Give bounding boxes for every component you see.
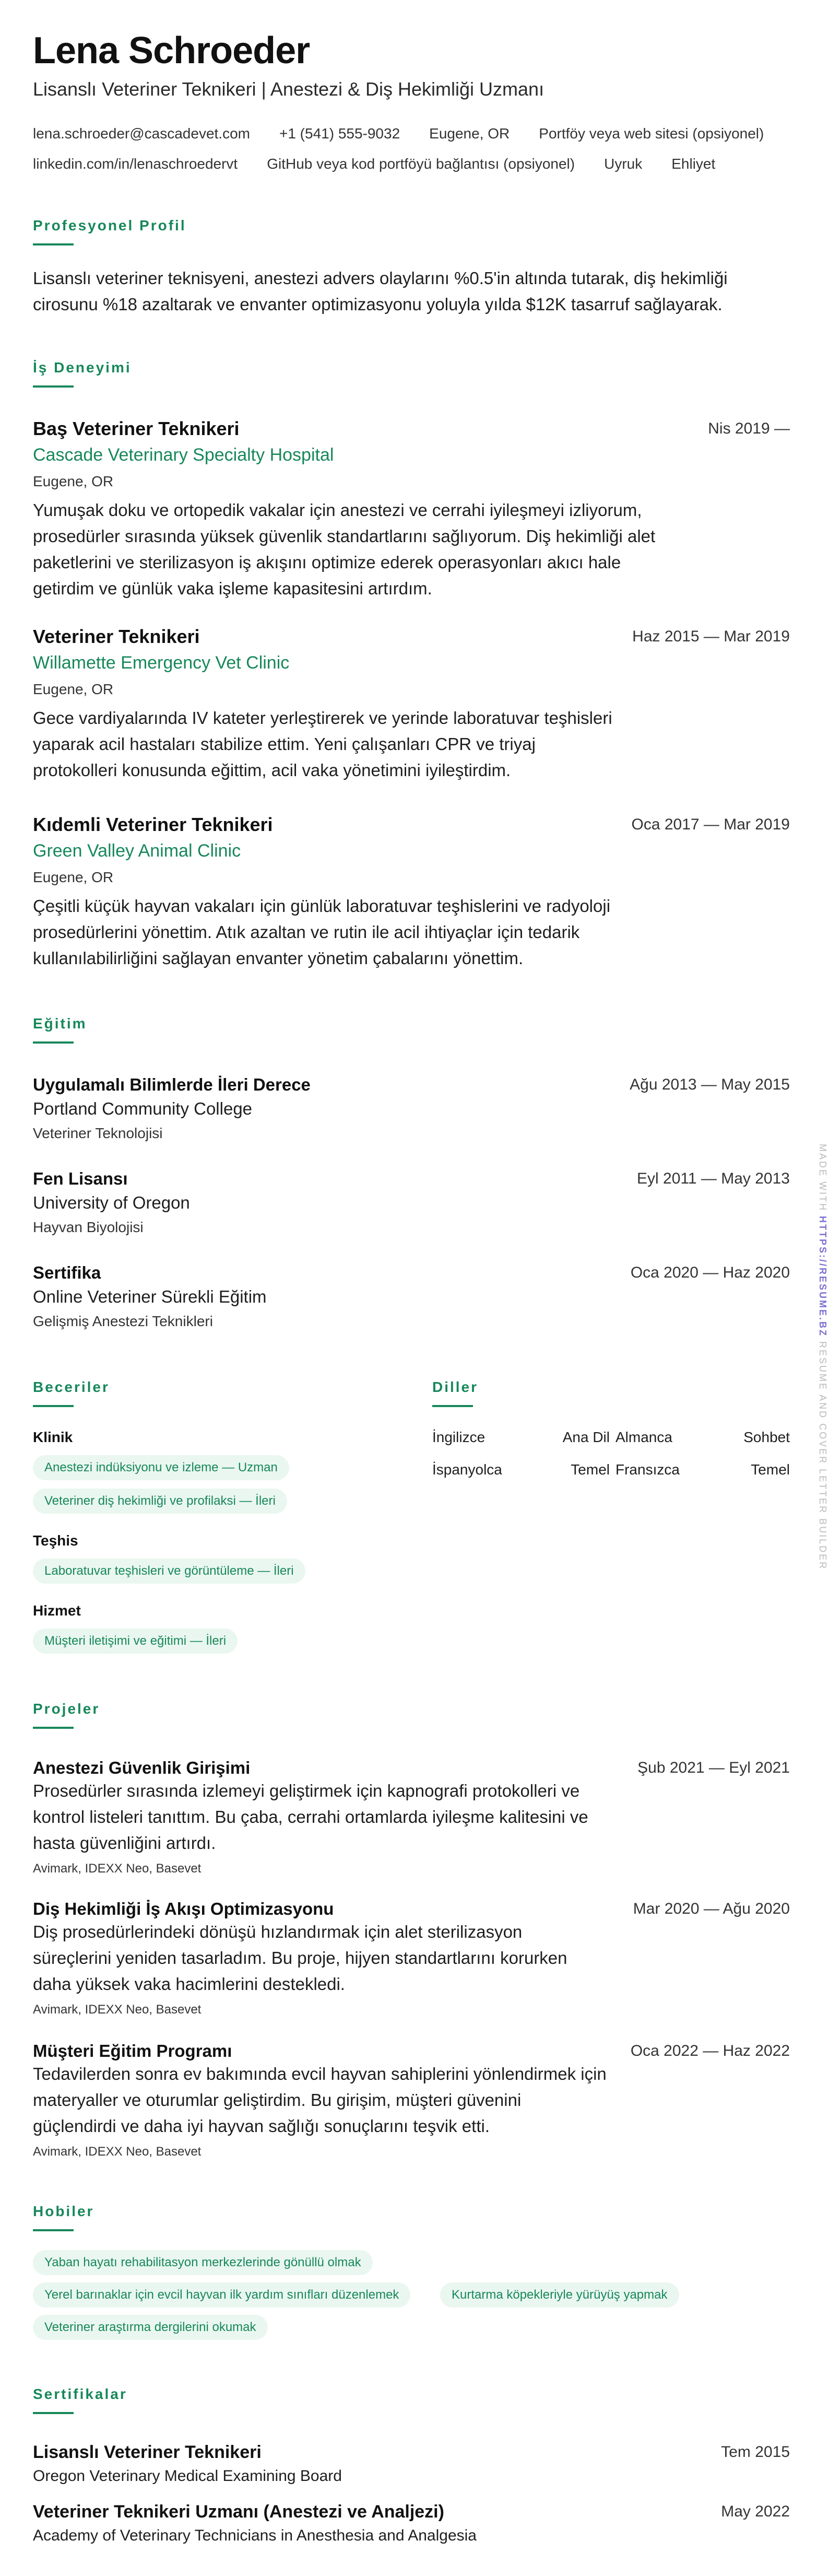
cert-title: Veteriner Teknikeri Uzmanı (Anestezi ve Analjezi)	[33, 2502, 444, 2522]
skill-chip: Müşteri iletişimi ve eğitimi — İleri	[33, 1629, 238, 1654]
section-title-projects: Projeler	[33, 1701, 100, 1717]
project-tech: Avimark, IDEXX Neo, Basevet	[33, 1861, 202, 1876]
edu-school: Portland Community College	[33, 1099, 253, 1118]
project-description-line: Diş prosedürlerindeki dönüşü hızlandırmak için alet sterilizasyon	[33, 1922, 523, 1941]
cert-title: Lisanslı Veteriner Teknikeri	[33, 2442, 262, 2462]
section-rule	[33, 2412, 74, 2414]
project-description-line: kontrol listeleri tanıttım. Bu çaba, cerrahi ortamlarda iyileşme kalitesini ve	[33, 1807, 588, 1826]
edu-degree: Uygulamalı Bilimlerde İleri Derece	[33, 1075, 311, 1094]
section-rule	[33, 385, 74, 388]
project-title: Müşteri Eğitim Programı	[33, 2041, 232, 2060]
job-description-line: Gece vardiyalarında IV kateter yerleştirerek ve yerinde laboratuvar teşhisleri	[33, 708, 612, 728]
project-tech: Avimark, IDEXX Neo, Basevet	[33, 2145, 202, 2159]
section-title-languages: Diller	[432, 1379, 479, 1395]
job-description-line: prosedürler sırasında yüksek güvenlik standartlarını sağlıyorum. Diş hekimliği alet	[33, 526, 656, 546]
contact-nationality: Uyruk	[604, 156, 643, 172]
contact-line-1	[33, 125, 793, 142]
watermark-suffix: RESUME AND COVER LETTER BUILDER	[818, 1341, 828, 1571]
skill-chip: Veteriner diş hekimliği ve profilaksi — İleri	[33, 1489, 287, 1514]
watermark-link[interactable]: HTTPS://RESUME.BZ	[818, 1216, 828, 1338]
cert-date: Tem 2015	[721, 2443, 790, 2461]
project-description-line: güçlendirdi ve daha iyi hayvan sağlığı sonuçlarını teşvik etti.	[33, 2116, 490, 2136]
section-rule	[33, 1041, 74, 1044]
job-description-line: paketlerini ve sterilizasyon iş akışını optimize ederek operasyonları akıcı hale	[33, 553, 621, 572]
project-title: Anestezi Güvenlik Girişimi	[33, 1758, 251, 1777]
skill-category: Teşhis	[33, 1532, 78, 1549]
edu-dates: Eyl 2011 — May 2013	[637, 1170, 790, 1187]
contact-portfolio[interactable]: Portföy veya web sitesi (opsiyonel)	[539, 125, 764, 142]
language-level: Sohbet	[743, 1429, 790, 1445]
language-level: Temel	[571, 1461, 610, 1478]
skill-category: Hizmet	[33, 1602, 81, 1619]
builder-watermark	[817, 1144, 828, 1570]
section-title-experience: İş Deneyimi	[33, 359, 132, 376]
contact-line-2	[33, 156, 744, 172]
contact-location: Eugene, OR	[429, 125, 510, 142]
edu-field: Gelişmiş Anestezi Teknikleri	[33, 1313, 213, 1329]
job-dates: Oca 2017 — Mar 2019	[631, 816, 790, 833]
edu-degree: Sertifika	[33, 1263, 101, 1282]
section-title-education: Eğitim	[33, 1015, 87, 1032]
edu-school: Online Veteriner Sürekli Eğitim	[33, 1287, 267, 1306]
project-description-line: Prosedürler sırasında izlemeyi geliştirmek için kapnografi protokolleri ve	[33, 1781, 580, 1800]
edu-dates: Oca 2020 — Haz 2020	[630, 1264, 790, 1281]
project-title: Diş Hekimliği İş Akışı Optimizasyonu	[33, 1899, 334, 1918]
contact-license: Ehliyet	[671, 156, 716, 172]
skill-category: Klinik	[33, 1429, 73, 1445]
language-level: Ana Dil	[562, 1429, 610, 1445]
job-description-line: protokolleri konusunda eğittim, acil vaka yönetimini iyileştirdim.	[33, 760, 511, 780]
edu-field: Hayvan Biyolojisi	[33, 1219, 144, 1235]
job-description-line: kullanılabilirliğini sağlayan envanter yönetim çabalarını yönettim.	[33, 949, 524, 968]
project-description-line: süreçlerini yeniden tasarladım. Bu proje, hijyen standartlarını korurken	[33, 1948, 567, 1968]
section-title-hobbies: Hobiler	[33, 2203, 94, 2219]
job-description-line: yaparak acil hastaları stabilize ettim. Yeni çalışanları CPR ve triyaj	[33, 734, 536, 754]
profile-line-1: Lisanslı veteriner teknisyeni, anestezi advers olaylarını %0.5'in altında tutarak, diş hekimliği	[33, 268, 728, 288]
hobby-chip: Yerel barınaklar için evcil hayvan ilk yardım sınıfları düzenlemek	[33, 2282, 410, 2308]
hobby-chip: Yaban hayatı rehabilitasyon merkezlerinde gönüllü olmak	[33, 2250, 373, 2275]
project-tech: Avimark, IDEXX Neo, Basevet	[33, 2003, 202, 2017]
job-description-line: Çeşitli küçük hayvan vakaları için günlük laboratuvar teşhislerini ve radyoloji	[33, 896, 611, 916]
language-name: İngilizce	[432, 1429, 485, 1445]
language-name: Almanca	[615, 1429, 672, 1445]
job-dates: Haz 2015 — Mar 2019	[632, 628, 790, 645]
skill-chip: Anestezi indüksiyonu ve izleme — Uzman	[33, 1455, 289, 1480]
job-location: Eugene, OR	[33, 869, 114, 885]
candidate-headline: Lisanslı Veteriner Teknikeri | Anestezi & Diş Hekimliği Uzmanı	[33, 78, 544, 100]
edu-degree: Fen Lisansı	[33, 1169, 128, 1188]
language-name: İspanyolca	[432, 1461, 502, 1478]
cert-org: Oregon Veterinary Medical Examining Board	[33, 2467, 342, 2485]
project-dates: Oca 2022 — Haz 2022	[630, 2042, 790, 2059]
section-title-skills: Beceriler	[33, 1379, 110, 1395]
job-dates: Nis 2019 —	[708, 420, 790, 437]
hobby-chip: Kurtarma köpekleriyle yürüyüş yapmak	[440, 2282, 679, 2308]
section-rule	[33, 1405, 74, 1407]
candidate-name: Lena Schroeder	[33, 30, 310, 72]
contact-github[interactable]: GitHub veya kod portföyü bağlantısı (opsiyonel)	[267, 156, 575, 172]
job-company: Green Valley Animal Clinic	[33, 841, 241, 861]
job-title: Baş Veteriner Teknikeri	[33, 418, 240, 439]
contact-phone[interactable]: +1 (541) 555-9032	[279, 125, 400, 142]
profile-line-2: cirosunu %18 azaltarak ve envanter optimizasyonu yoluyla yılda $12K tasarruf sağlayarak.	[33, 295, 723, 314]
cert-date: May 2022	[721, 2503, 790, 2520]
edu-dates: Ağu 2013 — May 2015	[630, 1076, 790, 1093]
section-rule	[33, 2229, 74, 2231]
job-description-line: getirdim ve günlük vaka işleme kapasitesini artırdım.	[33, 579, 432, 598]
section-rule	[33, 1727, 74, 1729]
job-location: Eugene, OR	[33, 473, 114, 489]
project-description-line: hasta güvenliğini artırdı.	[33, 1833, 216, 1853]
contact-email[interactable]: lena.schroeder@cascadevet.com	[33, 125, 250, 142]
job-description-line: Yumuşak doku ve ortopedik vakalar için anestezi ve cerrahi iyileşmeyi izliyorum,	[33, 500, 642, 520]
project-description-line: Tedavilerden sonra ev bakımında evcil hayvan sahiplerini yönlendirmek için	[33, 2064, 607, 2083]
section-title-profile: Profesyonel Profil	[33, 217, 186, 233]
job-title: Kıdemli Veteriner Teknikeri	[33, 814, 273, 835]
language-level: Temel	[751, 1461, 790, 1478]
job-description-line: prosedürlerini yönettim. Atık azaltan ve rutin ile acil ihtiyaçlar için tedarik	[33, 922, 580, 942]
project-dates: Mar 2020 — Ağu 2020	[633, 1900, 790, 1917]
project-description-line: daha yüksek vaka hacimlerini destekledi.	[33, 1974, 345, 1994]
job-company: Cascade Veterinary Specialty Hospital	[33, 445, 334, 465]
project-description-line: materyaller ve oturumlar geliştirdim. Bu girişim, müşteri güvenini	[33, 2090, 522, 2110]
job-location: Eugene, OR	[33, 681, 114, 697]
edu-field: Veteriner Teknolojisi	[33, 1125, 163, 1141]
section-rule	[33, 243, 74, 245]
job-company: Willamette Emergency Vet Clinic	[33, 653, 290, 673]
project-dates: Şub 2021 — Eyl 2021	[637, 1759, 790, 1776]
language-name: Fransızca	[615, 1461, 680, 1478]
section-title-certifications: Sertifikalar	[33, 2386, 127, 2402]
skill-chip: Laboratuvar teşhisleri ve görüntüleme — İleri	[33, 1559, 305, 1584]
job-title: Veteriner Teknikeri	[33, 626, 200, 647]
contact-linkedin[interactable]: linkedin.com/in/lenaschroedervt	[33, 156, 238, 172]
hobby-chip: Veteriner araştırma dergilerini okumak	[33, 2315, 268, 2340]
section-rule	[432, 1405, 473, 1407]
edu-school: University of Oregon	[33, 1193, 190, 1212]
watermark-prefix: MADE WITH	[818, 1144, 828, 1212]
cert-org: Academy of Veterinary Technicians in Anesthesia and Analgesia	[33, 2527, 477, 2544]
